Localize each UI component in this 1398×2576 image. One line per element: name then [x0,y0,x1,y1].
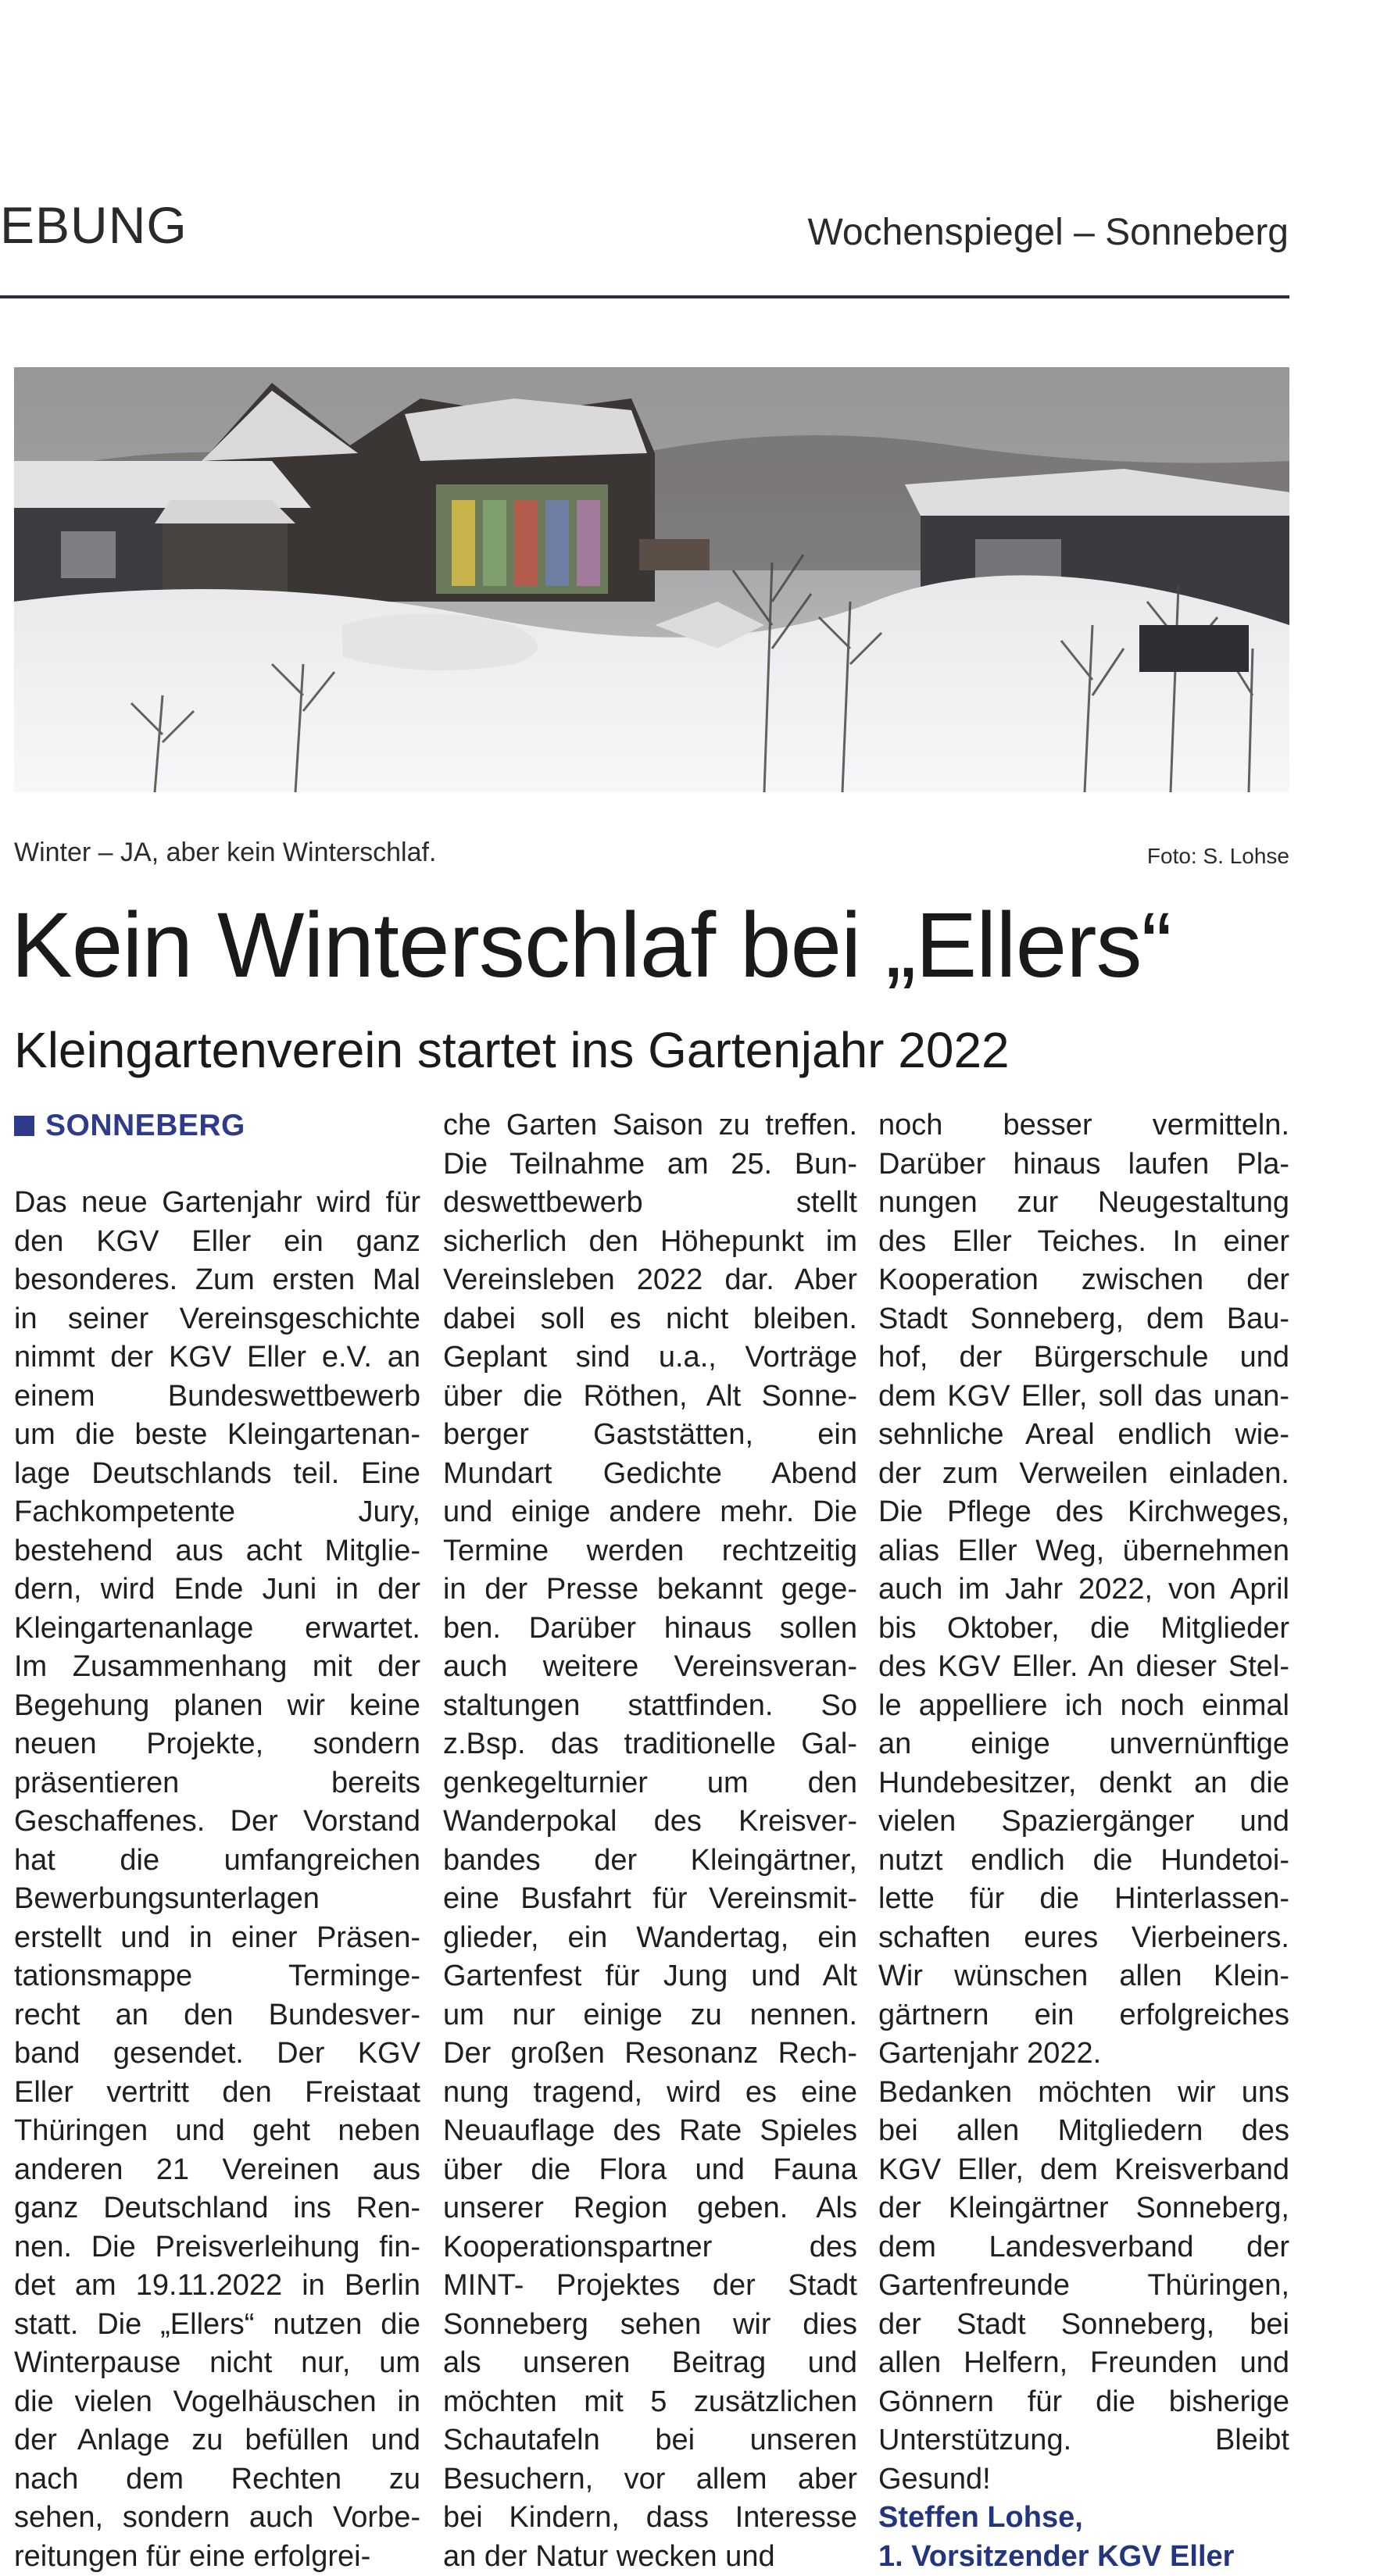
article-text-line: band gesendet. Der KGV [14,2035,420,2074]
article-text-line: Die Pflege des Kirchweges, [878,1493,1289,1532]
article-text-line: recht an den Bundesver- [14,1996,420,2035]
article-text-line: Kooperation zwischen der [878,1261,1289,1300]
article-text-line: Wir wünschen allen Klein- [878,1957,1289,1996]
article-text-line: le appelliere ich noch einmal [878,1687,1289,1726]
article-text-line: Gartenfest für Jung und Alt [443,1957,857,1996]
article-text-line: nutzt endlich die Hundetoi- [878,1842,1289,1881]
article-text-line: Darüber hinaus laufen Pla- [878,1145,1289,1184]
article-text-line: als unseren Beitrag und [443,2344,857,2383]
article-text-line: über die Flora und Fauna [443,2151,857,2190]
article-text-line: Geplant sind u.a., Vorträge [443,1338,857,1377]
article-text-line: Gartenfreunde Thüringen, [878,2267,1289,2306]
article-text-line: Gönnern für die bisherige [878,2383,1289,2422]
article-text-line: Sonneberg sehen wir dies [443,2306,857,2345]
article-text-line: glieder, ein Wandertag, ein [443,1919,857,1958]
article-text-line: bei allen Mitgliedern des [878,2112,1289,2151]
article-text-line: vielen Spaziergänger und [878,1802,1289,1842]
article-text-line: Fachkompetente Jury, [14,1493,420,1532]
article-text-line: der zum Verweilen einladen. [878,1455,1289,1494]
subheadline: Kleingartenverein startet ins Gartenjahr 2022 [14,1019,1010,1081]
article-text-line: Begehung planen wir keine [14,1687,420,1726]
article-text-line: Vereinsleben 2022 dar. Aber [443,1261,857,1300]
article-text-line: bis Oktober, die Mitglieder [878,1610,1289,1649]
article-text-line: staltungen stattfinden. So [443,1687,857,1726]
article-text-line: nimmt der KGV Eller e.V. an [14,1338,420,1377]
article-text-line: lette für die Hinterlassen- [878,1880,1289,1919]
article-text-line: Geschaffenes. Der Vorstand [14,1802,420,1842]
article-text-line: che Garten Saison zu treffen. [443,1106,857,1145]
article-text-line: nungen zur Neugestaltung [878,1184,1289,1223]
article-text-line: besonderes. Zum ersten Mal [14,1261,420,1300]
article-text-line: Gesund! [878,2460,1289,2499]
article-text-line: Thüringen und geht neben [14,2112,420,2151]
article-text-line: reitungen für eine erfolgrei- [14,2538,420,2576]
article-text-line: erstellt und in einer Präsen- [14,1919,420,1958]
article-text-line: Die Teilnahme am 25. Bun- [443,1145,857,1184]
article-text-line: um nur einige zu nennen. [443,1996,857,2035]
article-text-line: an einige unvernünftige [878,1725,1289,1764]
article-text-line: Gartenjahr 2022. [878,2035,1289,2074]
article-text-line: Stadt Sonneberg, dem Bau- [878,1300,1289,1339]
article-text-line: alias Eller Weg, übernehmen [878,1532,1289,1571]
article-text-line: in der Presse bekannt gege- [443,1570,857,1610]
article-text-line: die vielen Vogelhäuschen in [14,2383,420,2422]
article-text-line: Winterpause nicht nur, um [14,2344,420,2383]
section-title: EBUNG [0,195,188,255]
article-text-line: dabei soll es nicht bleiben. [443,1300,857,1339]
article-text-line: hof, der Bürgerschule und [878,1338,1289,1377]
article-text-line: Kleingartenanlage erwartet. [14,1610,420,1649]
article-text-line: an der Natur wecken und [443,2538,857,2576]
article-text-line: gärtnern ein erfolgreiches [878,1996,1289,2035]
article-text-line: über die Röthen, Alt Sonne- [443,1377,857,1417]
article-text-line: Bewerbungsunterlagen [14,1880,420,1919]
article-photo [14,367,1289,792]
article-text-line: bei Kindern, dass Interesse [443,2499,857,2538]
article-text-line: statt. Die „Ellers“ nutzen die [14,2306,420,2345]
article-text-line: der Stadt Sonneberg, bei [878,2306,1289,2345]
article-text-line: bestehend aus acht Mitglie- [14,1532,420,1571]
article-text-line: nung tragend, wird es eine [443,2074,857,2113]
photo-credit: Foto: S. Lohse [1147,844,1289,869]
article-text-line: schaften eures Vierbeiners. [878,1919,1289,1958]
article-text-line: Das neue Gartenjahr wird für [14,1184,420,1223]
article-text-line: dern, wird Ende Juni in der [14,1570,420,1610]
article-text-line: der Kleingärtner Sonneberg, [878,2189,1289,2228]
article-text-line: nach dem Rechten zu [14,2460,420,2499]
article-text-line: lage Deutschlands teil. Eine [14,1455,420,1494]
article-text-line: des KGV Eller. An dieser Stel- [878,1648,1289,1687]
article-column-2 [443,1106,857,2576]
article-text-line: um die beste Kleingartenan- [14,1416,420,1455]
article-text-line: den KGV Eller ein ganz [14,1223,420,1262]
signoff-role: 1. Vorsitzender KGV Eller [878,2538,1289,2576]
publication-name: Wochenspiegel – Sonneberg [807,211,1289,254]
article-text-line: bandes der Kleingärtner, [443,1842,857,1881]
article-text-line: sehnliche Areal endlich wie- [878,1416,1289,1455]
article-text-line: Bedanken möchten wir uns [878,2074,1289,2113]
signoff-name: Steffen Lohse, [878,2499,1289,2538]
article-text-line: Termine werden rechtzeitig [443,1532,857,1571]
article-text-line: Der großen Resonanz Rech- [443,2035,857,2074]
article-text-line: noch besser vermitteln. [878,1106,1289,1145]
article-text-line: hat die umfangreichen [14,1842,420,1881]
article-text-line: Hundebesitzer, denkt an die [878,1764,1289,1803]
article-text-line: neuen Projekte, sondern [14,1725,420,1764]
dateline-label: SONNEBERG [45,1106,245,1145]
article-text-line: Unterstützung. Bleibt [878,2421,1289,2460]
article-text-line: sehen, sondern auch Vorbe- [14,2499,420,2538]
article-text-line: einem Bundeswettbewerb [14,1377,420,1417]
article-text-line: in seiner Vereinsgeschichte [14,1300,420,1339]
article-text-line: sicherlich den Höhepunkt im [443,1223,857,1262]
dateline [14,1106,420,1145]
article-text-line: deswettbewerb stellt [443,1184,857,1223]
article-text-line: und einige andere mehr. Die [443,1493,857,1532]
snowy-garden-photo [14,367,1289,792]
article-text-line: Neuauflage des Rate Spieles [443,2112,857,2151]
article-text-line: Im Zusammenhang mit der [14,1648,420,1687]
article-text-line: eine Busfahrt für Vereinsmit- [443,1880,857,1919]
article-text-line: genkegelturnier um den [443,1764,857,1803]
article-text-line: Mundart Gedichte Abend [443,1455,857,1494]
headline: Kein Winterschlaf bei „Ellers“ [11,891,1171,1000]
article-text-line: dem KGV Eller, soll das unan- [878,1377,1289,1417]
article-text-line: ben. Darüber hinaus sollen [443,1610,857,1649]
article-text-line: det am 19.11.2022 in Berlin [14,2267,420,2306]
article-text-line: z.Bsp. das traditionelle Gal- [443,1725,857,1764]
article-text-line: der Anlage zu befüllen und [14,2421,420,2460]
article-text-line: dem Landesverband der [878,2228,1289,2267]
article-text-line: Wanderpokal des Kreisver- [443,1802,857,1842]
article-text-line: Kooperationspartner des [443,2228,857,2267]
article-text-line: unserer Region geben. Als [443,2189,857,2228]
article-text-line: des Eller Teiches. In einer [878,1223,1289,1262]
article-text-line: Besuchern, vor allem aber [443,2460,857,2499]
article-text-line: MINT- Projektes der Stadt [443,2267,857,2306]
article-column-3 [878,1106,1289,2576]
article-text-line: Schautafeln bei unseren [443,2421,857,2460]
article-text-line: allen Helfern, Freunden und [878,2344,1289,2383]
article-text-line: anderen 21 Vereinen aus [14,2151,420,2190]
article-text-line: auch weitere Vereinsveran- [443,1648,857,1687]
dateline-square-icon [14,1116,34,1136]
article-text-line: Eller vertritt den Freistaat [14,2074,420,2113]
article-text-line: ganz Deutschland ins Ren- [14,2189,420,2228]
photo-caption: Winter – JA, aber kein Winterschlaf. [14,838,436,868]
article-text-line: möchten mit 5 zusätzlichen [443,2383,857,2422]
article-column-1 [14,1106,420,2576]
article-text-line: KGV Eller, dem Kreisverband [878,2151,1289,2190]
header-divider [0,295,1289,298]
article-text-line: nen. Die Preisverleihung fin- [14,2228,420,2267]
article-text-line: präsentieren bereits [14,1764,420,1803]
article-text-line: berger Gaststätten, ein [443,1416,857,1455]
article-text-line: tationsmappe Terminge- [14,1957,420,1996]
article-text-line: auch im Jahr 2022, von April [878,1570,1289,1610]
